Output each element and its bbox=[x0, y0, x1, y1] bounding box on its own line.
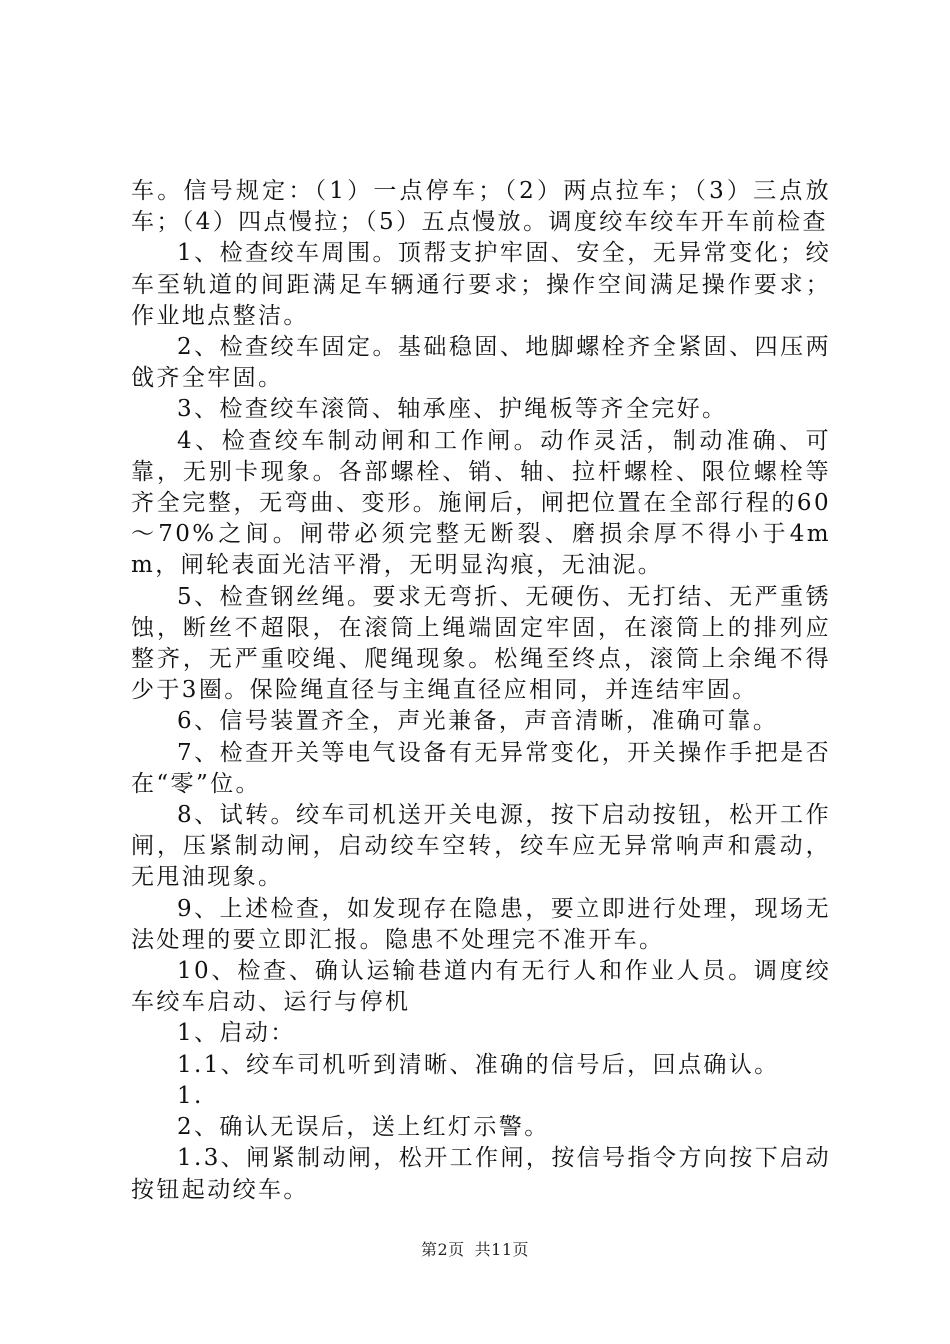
paragraph: 4、检查绞车制动闸和工作闸。动作灵活，制动准确、可靠，无别卡现象。各部螺栓、销、轴、拉杆螺栓、限位螺栓等齐全完整，无弯曲、变形。施闸后，闸把位置在全部行程的60～70%之间。闸带必须完整无断裂、磨损余厚不得小于4mm，闸轮表面光洁平滑，无明显沟痕，无油泥。 bbox=[131, 427, 831, 579]
paragraph: 5、检查钢丝绳。要求无弯折、无硬伤、无打结、无严重锈蚀，断丝不超限，在滚筒上绳端固定牢固，在滚筒上的排列应整齐，无严重咬绳、爬绳现象。松绳至终点，滚筒上余绳不得少于3圈。保险绳直径与主绳直径应相同，并连结牢固。 bbox=[131, 583, 831, 704]
paragraph: 7、检查开关等电气设备有无异常变化，开关操作手把是否在“零”位。 bbox=[131, 739, 831, 797]
paragraph: 1.3、闸紧制动闸，松开工作闸，按信号指令方向按下启动按钮起动绞车。 bbox=[131, 1145, 831, 1203]
paragraph: 2、确认无误后，送上红灯示警。 bbox=[177, 1114, 550, 1141]
document-body bbox=[131, 176, 831, 1206]
paragraph: 3、检查绞车滚筒、轴承座、护绳板等齐全完好。 bbox=[177, 396, 728, 423]
paragraph: 1.1、绞车司机听到清晰、准确的信号后，回点确认。 bbox=[177, 1051, 780, 1078]
page-footer bbox=[0, 1240, 950, 1260]
paragraph: 10、检查、确认运输巷道内有无行人和作业人员。调度绞车绞车启动、运行与停机 bbox=[131, 958, 831, 1016]
paragraph: 6、信号装置齐全，声光兼备，声音清晰，准确可靠。 bbox=[177, 708, 779, 735]
page-number: 第2页 bbox=[420, 1240, 465, 1259]
paragraph: 9、上述检查，如发现存在隐患，要立即进行处理，现场无法处理的要立即汇报。隐患不处理完不准开车。 bbox=[131, 895, 831, 953]
paragraph: 8、试转。绞车司机送开关电源，按下启动按钮，松开工作闸，压紧制动闸，启动绞车空转，绞车应无异常响声和震动，无甩油现象。 bbox=[131, 802, 831, 891]
paragraph: 车。信号规定：（1）一点停车；（2）两点拉车；（3）三点放车；（4）四点慢拉；（5）五点慢放。调度绞车绞车开车前检查 bbox=[131, 178, 831, 236]
paragraph: 1、检查绞车周围。顶帮支护牢固、安全，无异常变化；绞车至轨道的间距满足车辆通行要求；操作空间满足操作要求；作业地点整洁。 bbox=[131, 240, 831, 329]
paragraph: 1. bbox=[177, 1082, 204, 1109]
paragraph: 1、启动： bbox=[177, 1020, 296, 1047]
page-total: 共11页 bbox=[474, 1240, 530, 1259]
paragraph: 2、检查绞车固定。基础稳固、地脚螺栓齐全紧固、四压两戗齐全牢固。 bbox=[131, 334, 831, 392]
